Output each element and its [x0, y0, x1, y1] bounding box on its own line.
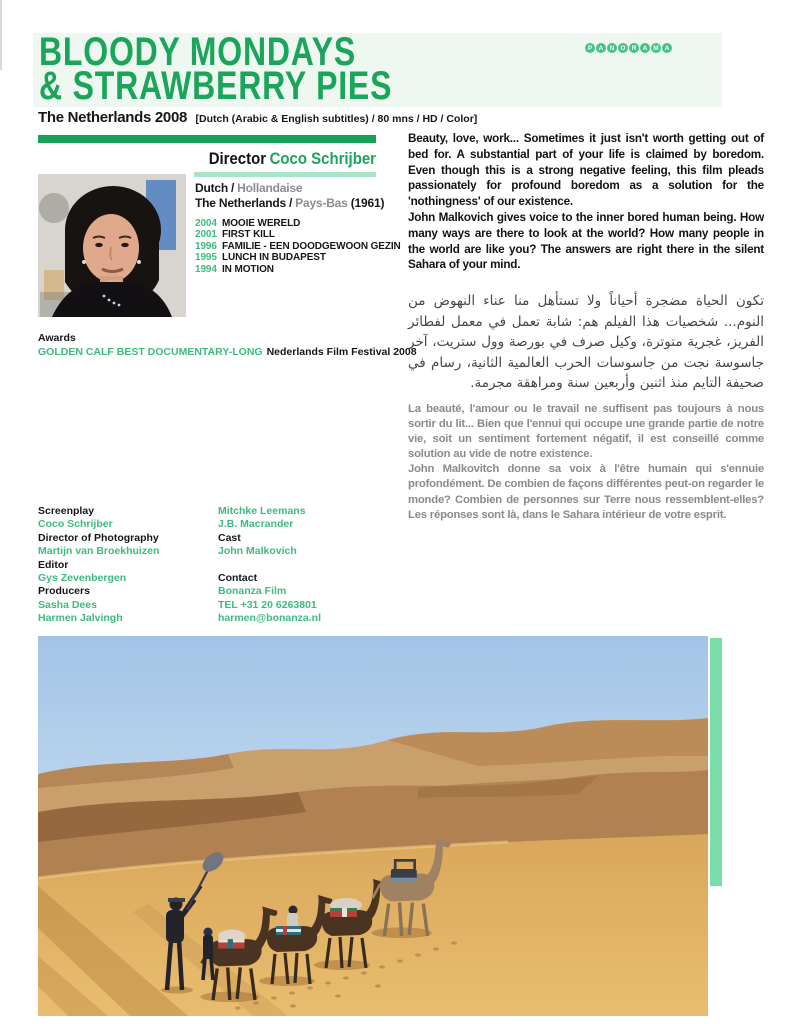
panorama-letter: A [596, 43, 606, 53]
filmography-year: 2004 [195, 218, 217, 229]
film-meta [38, 109, 477, 127]
film-title [39, 30, 393, 108]
panorama-letter: O [618, 43, 628, 53]
synopsis-arabic [408, 291, 764, 394]
synopsis-french-paragraph: La beauté, l'amour ou le travail ne suffisent pas toujours à nous sortir du lit... Bien que l'ennui qui occupe une grande partie de notre vie, soit un sentiment fortement négatif, il est conseillé comme solution au vide de notre existence. [408, 403, 764, 461]
director-underline [194, 172, 376, 177]
film-title-line1: BLOODY MONDAYS [39, 30, 357, 74]
synopsis-english-paragraph: John Malkovich gives voice to the inner bored human being. How many ways are there to look at the world? How many people in the world are like you? The answers are right there in the silent Sahara of your mind. [408, 210, 764, 272]
credit-name: John Malkovich [218, 545, 297, 558]
side-accent-bar [710, 638, 722, 886]
synopsis-english [408, 131, 764, 273]
panorama-letter: M [651, 43, 661, 53]
synopsis-arabic-paragraph: تكون الحياة مضجرة أحياناً ولا تستأهل منا عناء النهوض من النوم... شخصيات هذا الفيلم هم: شابة تعمل في معمل لفطائر الفريز، غجرية متوترة، وكيل صرف في بورصة وول ستريت، آخر جاسوسة نجت من جاسوسات الحرب العالمية الثانية، رسام في صحيفة التايم منذ اثنين وأربعين سنة ومراهقة مجرمة. [408, 293, 764, 392]
filmography-year: 1995 [195, 252, 217, 264]
director-label: Director [208, 149, 267, 168]
awards-line [38, 345, 417, 359]
filmography-row [195, 264, 401, 275]
credit-label: Screenplay [38, 505, 95, 517]
synopsis-french-paragraph: John Malkovitch donne sa voix à l'être humain qui s'ennuie profondément. De combien de façons différentes peut-on regarder le monde? Combien de personnes sur Terre nous ressemblent-elles? Les réponses sont là, dans le Sahara intérieur de votre esprit. [408, 463, 764, 521]
credit-name: Harmen Jalvingh [38, 612, 123, 625]
synopsis-english-paragraph: Beauty, love, work... Sometimes it just isn't worth getting out of bed for. A substantial part of your life is claimed by boredom. Even though this is a strong negative feeling, this film pleads passionately for profound boredom as a solution for the 'nothingness' of our existence. [408, 132, 764, 209]
credit-name: Sasha Dees [38, 598, 97, 611]
credit-name: Martijn van Broekhuizen [38, 545, 160, 558]
filmography-year: 2001 [195, 229, 217, 241]
country-en: The Netherlands [195, 196, 287, 210]
panorama-letter: A [662, 43, 672, 53]
scan-edge-artifact [0, 0, 2, 70]
filmography-title: MOOIE WERELD [222, 218, 301, 229]
credit-name: Bonanza Film [218, 585, 287, 598]
credit-gap [218, 559, 398, 572]
credit-label: Cast [218, 531, 241, 544]
filmography-list [195, 218, 401, 275]
birth-year: (1961) [350, 196, 385, 210]
filmography-row [195, 218, 401, 229]
award-festival: Nederlands Film Festival 2008 [266, 346, 417, 358]
credits-column-left [38, 505, 216, 626]
country-line: The Netherlands / Pays-Bas (1961) [195, 196, 385, 210]
awards-label: Awards [38, 332, 76, 344]
credit-name: Gys Zevenbergen [38, 572, 127, 585]
tech-specs: [Dutch (Arabic & English subtitles) / 80 mns / HD / Color] [195, 113, 478, 125]
synopsis-french [408, 402, 764, 523]
filmography-row [195, 241, 401, 252]
award-title: GOLDEN CALF BEST DOCUMENTARY-LONG [38, 346, 263, 358]
filmography-year: 1994 [195, 263, 217, 275]
section-rule [38, 135, 376, 143]
panorama-letter: N [607, 43, 617, 53]
desert-caravan-illustration [38, 636, 708, 1016]
filmography-title: FIRST KILL [222, 229, 275, 241]
filmography-row [195, 229, 401, 240]
filmography-title: IN MOTION [222, 263, 274, 275]
credit-label: Director of Photography [38, 531, 159, 544]
film-title-line2: & STRAWBERRY PIES [39, 64, 393, 108]
nationality-fr: Hollandaise [237, 181, 303, 195]
credit-name: Mitchke Leemans [218, 505, 306, 517]
panorama-letter: A [640, 43, 650, 53]
credit-name: TEL +31 20 6263801 [218, 598, 317, 611]
filmography-title: LUNCH IN BUDAPEST [222, 252, 326, 264]
director-portrait-illustration [38, 174, 186, 317]
filmography-row [195, 252, 401, 263]
director-photo [38, 174, 186, 317]
contact-email-link[interactable]: harmen@bonanza.nl [218, 612, 322, 625]
director-heading [79, 149, 376, 169]
awards-block [38, 331, 417, 359]
director-info [195, 181, 384, 211]
filmography-title: FAMILIE - EEN DOODGEWOON GEZIN [222, 240, 401, 252]
director-name: Coco Schrijber [269, 149, 376, 168]
credit-name: J.B. Macrander [218, 518, 294, 531]
country-year: The Netherlands 2008 [38, 109, 188, 126]
credit-name: Coco Schrijber [38, 518, 113, 531]
panorama-badge [585, 43, 672, 53]
film-still-photo [38, 636, 708, 1016]
filmography-year: 1996 [195, 240, 217, 252]
credit-label: Contact [218, 572, 258, 585]
nationality-line: Dutch / Hollandaise [195, 181, 303, 195]
panorama-letter: R [629, 43, 639, 53]
credit-label: Producers [38, 585, 90, 598]
credit-label: Editor [38, 558, 69, 571]
country-fr: Pays-Bas [295, 196, 348, 210]
panorama-letter: P [585, 43, 595, 53]
credits-column-right [218, 505, 398, 626]
nationality-en: Dutch [195, 181, 228, 195]
